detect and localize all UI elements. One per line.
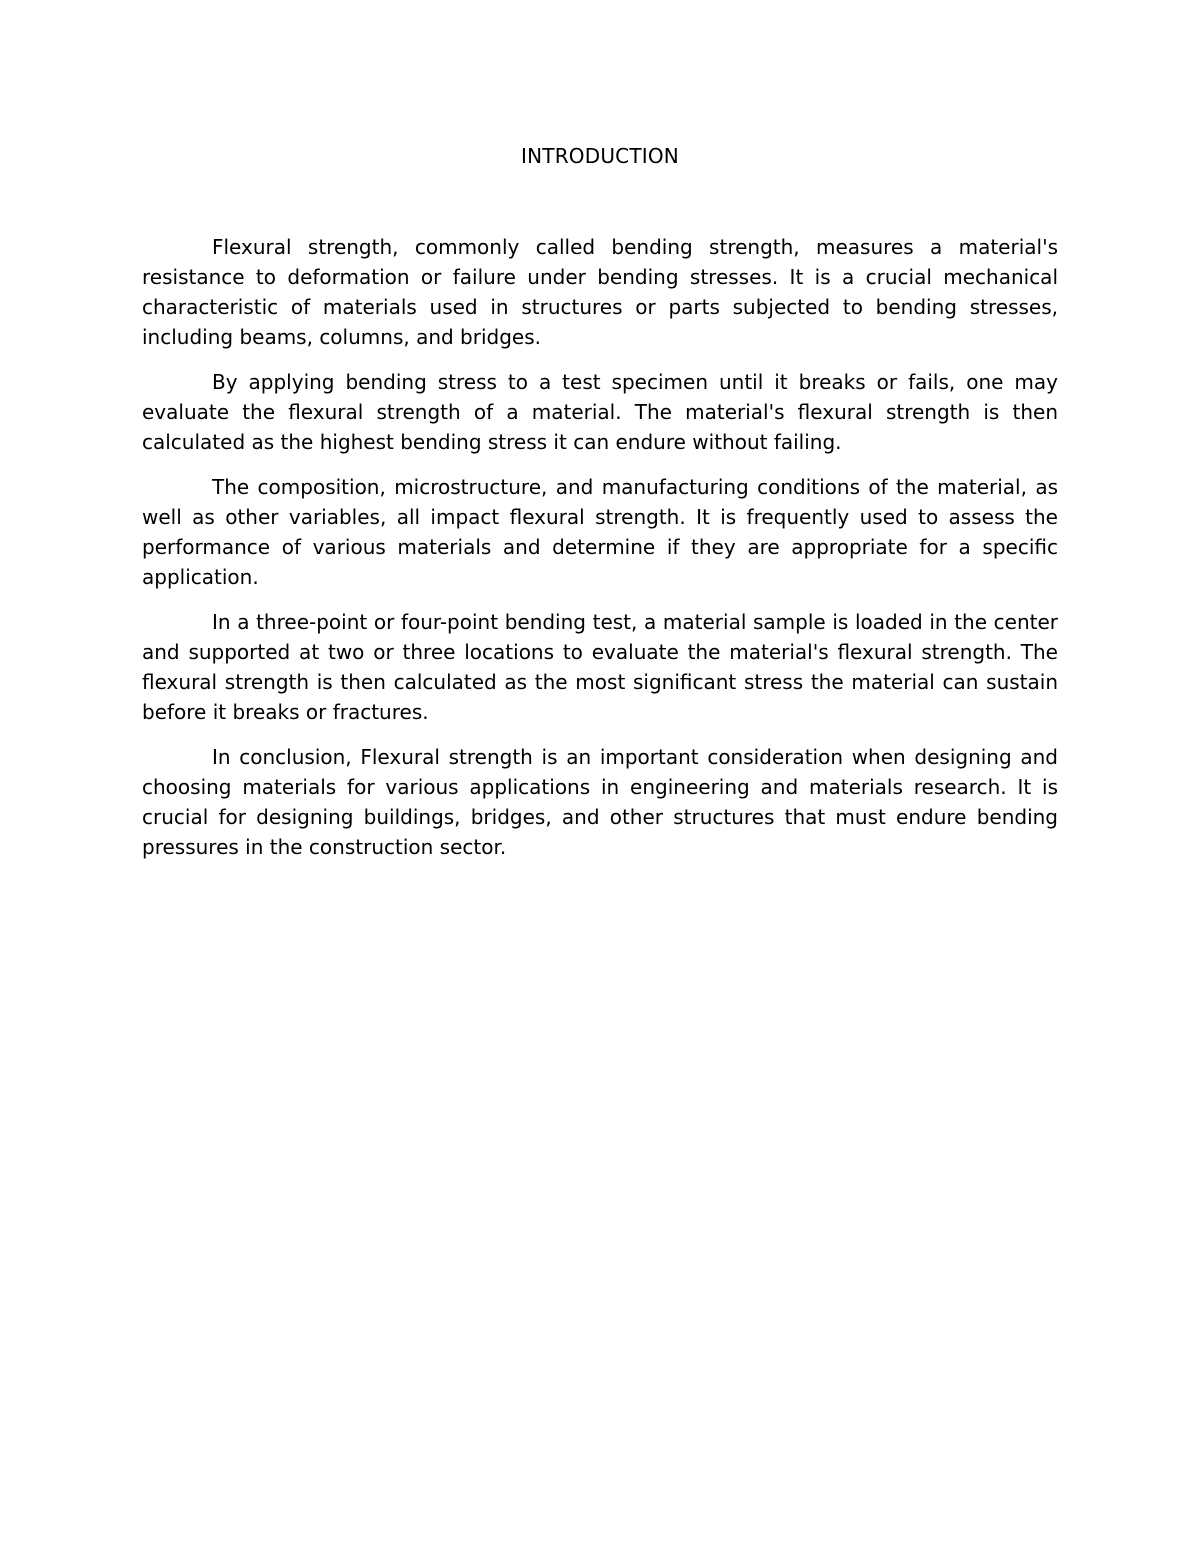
document-body [142, 232, 1058, 877]
paragraph-3: The composition, microstructure, and manufacturing conditions of the material, as well as other variables, all impact flexural strength. It is frequently used to assess the performance of various materials and determine if they are appropriate for a specific application. [142, 475, 1058, 589]
paragraph-1: Flexural strength, commonly called bending strength, measures a material's resistance to deformation or failure under bending stresses. It is a crucial mechanical characteristic of materials used in structures or parts subjected to bending stresses, including beams, columns, and bridges. [142, 235, 1058, 349]
paragraph-2: By applying bending stress to a test specimen until it breaks or fails, one may evaluate the flexural strength of a material. The material's flexural strength is then calculated as the highest bending stress it can endure without failing. [142, 370, 1058, 454]
paragraph-5: In conclusion, Flexural strength is an important consideration when designing and choosing materials for various applications in engineering and materials research. It is crucial for designing buildings, bridges, and other structures that must endure bending pressures in the construction sector. [142, 745, 1058, 859]
page-title: INTRODUCTION [521, 144, 679, 168]
paragraph-4: In a three-point or four-point bending test, a material sample is loaded in the center and supported at two or three locations to evaluate the material's flexural strength. The flexural strength is then calculated as the most significant stress the material can sustain before it breaks or fractures. [142, 610, 1058, 724]
